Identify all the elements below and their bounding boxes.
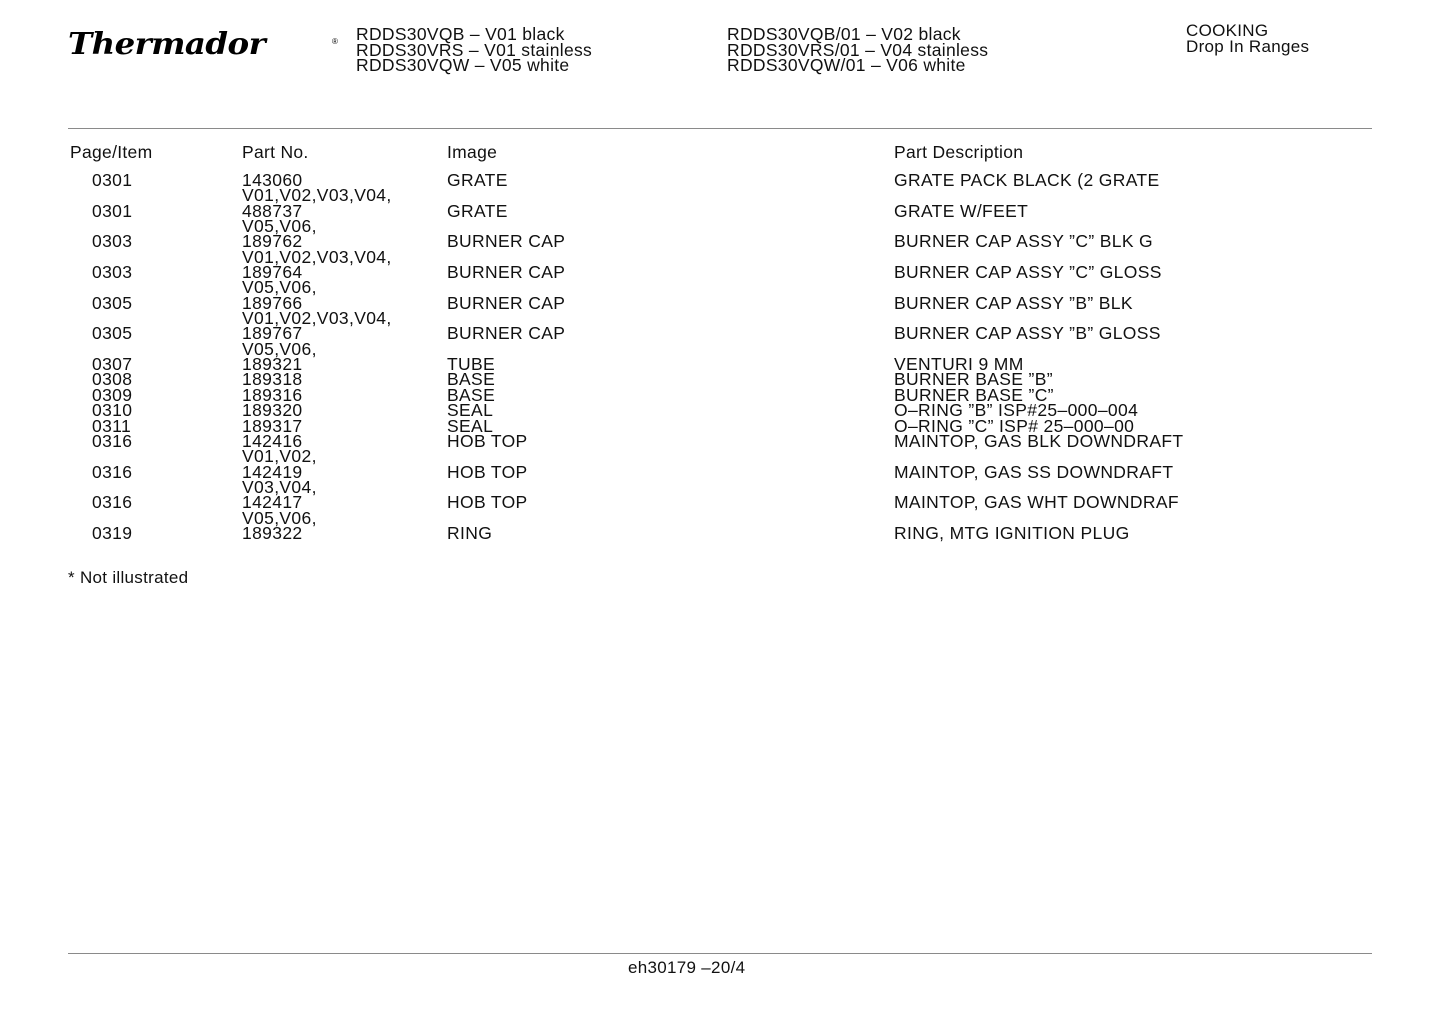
- image-cell: SEAL: [447, 415, 494, 436]
- description-cell: BURNER CAP ASSY ”B” BLK: [894, 292, 1133, 313]
- image-cell: HOB TOP: [447, 492, 528, 513]
- image-cell: GRATE: [447, 170, 508, 190]
- table-row: [0, 492, 1442, 513]
- part-no-cell: 488737: [242, 200, 303, 221]
- description-cell: O–RING ”B” ISP#25–000–004: [894, 400, 1139, 421]
- table-row: [0, 292, 1442, 313]
- column-header-image: Image: [447, 142, 498, 162]
- table-row: [0, 430, 1442, 451]
- page-item-cell: 0305: [92, 323, 133, 344]
- table-row: [0, 277, 1442, 298]
- table-row: [0, 246, 1442, 267]
- model-line: RDDS30VQW – V05 white: [356, 55, 570, 75]
- table-row: [0, 231, 1442, 252]
- page-item-cell: 0301: [92, 200, 133, 221]
- page-item-cell: 0305: [92, 292, 133, 313]
- page-item-cell: 0311: [92, 415, 132, 436]
- part-no-cell: V03,V04,: [242, 476, 317, 497]
- part-no-cell: 189316: [242, 384, 303, 405]
- table-row: [0, 400, 1442, 421]
- description-cell: BURNER CAP ASSY ”C” GLOSS: [894, 262, 1162, 283]
- description-cell: GRATE W/FEET: [894, 200, 1029, 221]
- image-cell: BURNER CAP: [447, 323, 566, 344]
- part-no-cell: V05,V06,: [242, 507, 317, 528]
- image-cell: HOB TOP: [447, 430, 528, 451]
- part-no-cell: V05,V06,: [242, 338, 317, 359]
- part-no-cell: 189318: [242, 369, 303, 390]
- page-item-cell: 0316: [92, 430, 133, 451]
- part-no-cell: 189762: [242, 231, 303, 252]
- table-row: [0, 415, 1442, 436]
- table-row: [0, 200, 1442, 221]
- page-item-cell: 0303: [92, 262, 133, 283]
- brand-logo: Thermador: [68, 27, 266, 62]
- image-cell: GRATE: [447, 200, 508, 221]
- table-row: [0, 522, 1442, 543]
- part-no-cell: 189767: [242, 323, 303, 344]
- image-cell: BASE: [447, 369, 496, 390]
- page-item-cell: 0303: [92, 231, 133, 252]
- page-item-cell: 0309: [92, 384, 133, 405]
- image-cell: TUBE: [447, 354, 496, 375]
- description-cell: MAINTOP, GAS WHT DOWNDRAF: [894, 492, 1179, 513]
- page-item-cell: 0310: [92, 400, 133, 421]
- category-line: COOKING: [1186, 21, 1269, 40]
- image-cell: BASE: [447, 384, 496, 405]
- description-cell: BURNER BASE ”B”: [894, 369, 1053, 390]
- footer-divider: [68, 953, 1372, 954]
- table-row: [0, 216, 1442, 237]
- category-label: [1186, 23, 1309, 54]
- registered-mark: ®: [332, 37, 338, 46]
- table-row: [0, 338, 1442, 359]
- description-cell: BURNER BASE ”C”: [894, 384, 1054, 405]
- model-list-left: [356, 24, 593, 75]
- part-no-cell: V01,V02,V03,V04,: [242, 185, 392, 206]
- table-row: [0, 384, 1442, 405]
- part-no-cell: 189322: [242, 522, 303, 543]
- table-row: [0, 507, 1442, 528]
- table-row: [0, 446, 1442, 467]
- footnote: * Not illustrated: [68, 568, 189, 587]
- part-no-cell: 142417: [242, 492, 303, 513]
- column-header-page-item: Page/Item: [70, 142, 153, 162]
- description-cell: MAINTOP, GAS SS DOWNDRAFT: [894, 461, 1174, 482]
- parts-table: [0, 170, 1442, 543]
- model-line: RDDS30VQW/01 – V06 white: [727, 55, 966, 75]
- image-cell: BURNER CAP: [447, 292, 566, 313]
- table-row: [0, 354, 1442, 375]
- image-cell: BURNER CAP: [447, 262, 566, 283]
- image-cell: SEAL: [447, 400, 494, 421]
- table-row: [0, 476, 1442, 497]
- table-row: [0, 185, 1442, 206]
- image-cell: HOB TOP: [447, 461, 528, 482]
- column-header-description: Part Description: [894, 142, 1024, 162]
- part-no-cell: 142416: [242, 430, 303, 451]
- part-no-cell: 189321: [242, 354, 303, 375]
- description-cell: O–RING ”C” ISP# 25–000–00: [894, 415, 1135, 436]
- part-no-cell: V01,V02,V03,V04,: [242, 308, 392, 329]
- page-item-cell: 0319: [92, 522, 133, 543]
- part-no-cell: 143060: [242, 170, 303, 190]
- image-cell: RING: [447, 522, 493, 543]
- part-no-cell: 142419: [242, 461, 303, 482]
- table-row: [0, 369, 1442, 390]
- table-row: [0, 308, 1442, 329]
- description-cell: GRATE PACK BLACK (2 GRATE: [894, 170, 1160, 190]
- table-row: [0, 461, 1442, 482]
- part-no-cell: V05,V06,: [242, 216, 317, 237]
- page-item-cell: 0316: [92, 492, 133, 513]
- page-item-cell: 0316: [92, 461, 133, 482]
- image-cell: BURNER CAP: [447, 231, 566, 252]
- page-item-cell: 0301: [92, 170, 133, 190]
- page-item-cell: 0307: [92, 354, 133, 375]
- description-cell: MAINTOP, GAS BLK DOWNDRAFT: [894, 430, 1184, 451]
- description-cell: VENTURI 9 MM: [894, 354, 1024, 375]
- model-line: RDDS30VQB – V01 black: [356, 24, 565, 44]
- header-divider: [68, 128, 1372, 129]
- table-row: [0, 262, 1442, 283]
- part-no-cell: 189766: [242, 292, 303, 313]
- model-list-right: [727, 24, 989, 75]
- table-row: [0, 323, 1442, 344]
- page-identifier: eh30179 –20/4: [628, 958, 746, 977]
- description-cell: BURNER CAP ASSY ”C” BLK G: [894, 231, 1154, 252]
- part-no-cell: 189320: [242, 400, 303, 421]
- part-no-cell: V01,V02,V03,V04,: [242, 246, 392, 267]
- model-line: RDDS30VQB/01 – V02 black: [727, 24, 961, 44]
- table-row: [0, 170, 1442, 190]
- model-line: RDDS30VRS/01 – V04 stainless: [727, 39, 989, 60]
- description-cell: BURNER CAP ASSY ”B” GLOSS: [894, 323, 1161, 344]
- page-item-cell: 0308: [92, 369, 133, 390]
- model-line: RDDS30VRS – V01 stainless: [356, 39, 593, 60]
- part-no-cell: 189764: [242, 262, 303, 283]
- part-no-cell: V05,V06,: [242, 277, 317, 298]
- category-line: Drop In Ranges: [1186, 36, 1310, 56]
- part-no-cell: V01,V02,: [242, 446, 317, 467]
- column-header-part-no: Part No.: [242, 142, 309, 162]
- part-no-cell: 189317: [242, 415, 303, 436]
- description-cell: RING, MTG IGNITION PLUG: [894, 522, 1130, 543]
